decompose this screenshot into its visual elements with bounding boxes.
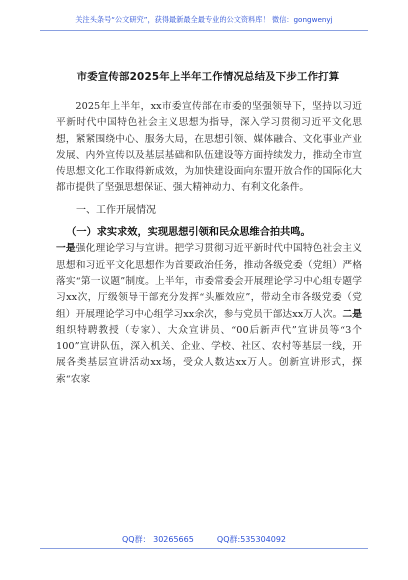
subsection-heading: （一）求实求效，实现思想引领和民众思维合拍共鸣。	[66, 227, 311, 239]
footer-qq-group-1: QQ群： 30265665	[121, 535, 194, 544]
paragraph-lead-second: 二是	[342, 308, 362, 320]
header-divider	[40, 30, 368, 31]
intro-paragraph: 2025年上半年，xx市委宣传部在市委的坚强领导下，坚持以习近平新时代中国特色社会主义思想为指导，深入学习贯彻习近平文化思想，紧紧围绕中心、服务大局，在思想引领、媒体融合、文化事业产业发展、内外宣传以及基层基础和队伍建设等方面持续发力，推动全市宣传思想文化工作取得新成效，为加快建设面向东盟开放合作的国际化大都市提供了坚强思想保证、强大精神动力、有利文化条件。	[56, 101, 362, 194]
document-title: 市委宣传部2025年上半年工作情况总结及下步工作打算	[76, 71, 340, 83]
header-banner: 关注头条号“公文研究”，获得最新最全最专业的公文资料库！ 微信：gongwenyj	[75, 15, 333, 24]
paragraph-lead: 一是	[56, 243, 76, 255]
footer-qq-group-2: QQ群:535304092	[216, 535, 287, 544]
document-body	[56, 99, 362, 388]
paragraph-text-second: 组织特聘教授（专家）、大众宣讲员、“00后新声代”宣讲员等“3个100”宣讲队伍，深入机关、企业、学校、社区、农村等基层一线，开展各类基层宣讲活动xx场，受众人数达xx万人。创新宣讲形式，探索“农家	[56, 324, 362, 385]
body-paragraph	[56, 241, 362, 388]
page-footer	[0, 534, 408, 546]
paragraph-text: 强化理论学习与宣讲。把学习贯彻习近平新时代中国特色社会主义思想和习近平文化思想作为首要政治任务，推动各级党委（党组）严格落实“第一议题”制度。上半年，市委常委会开展理论学习中心组专题学习xx次，厅级领导干部充分发挥“头雁效应”，带动全市各级党委（党组）开展理论学习中心组学习xx余次，参与党员干部达xx万人次。	[56, 243, 362, 320]
footer-divider	[40, 548, 368, 549]
section-heading: 一、工作开展情况	[76, 204, 156, 216]
